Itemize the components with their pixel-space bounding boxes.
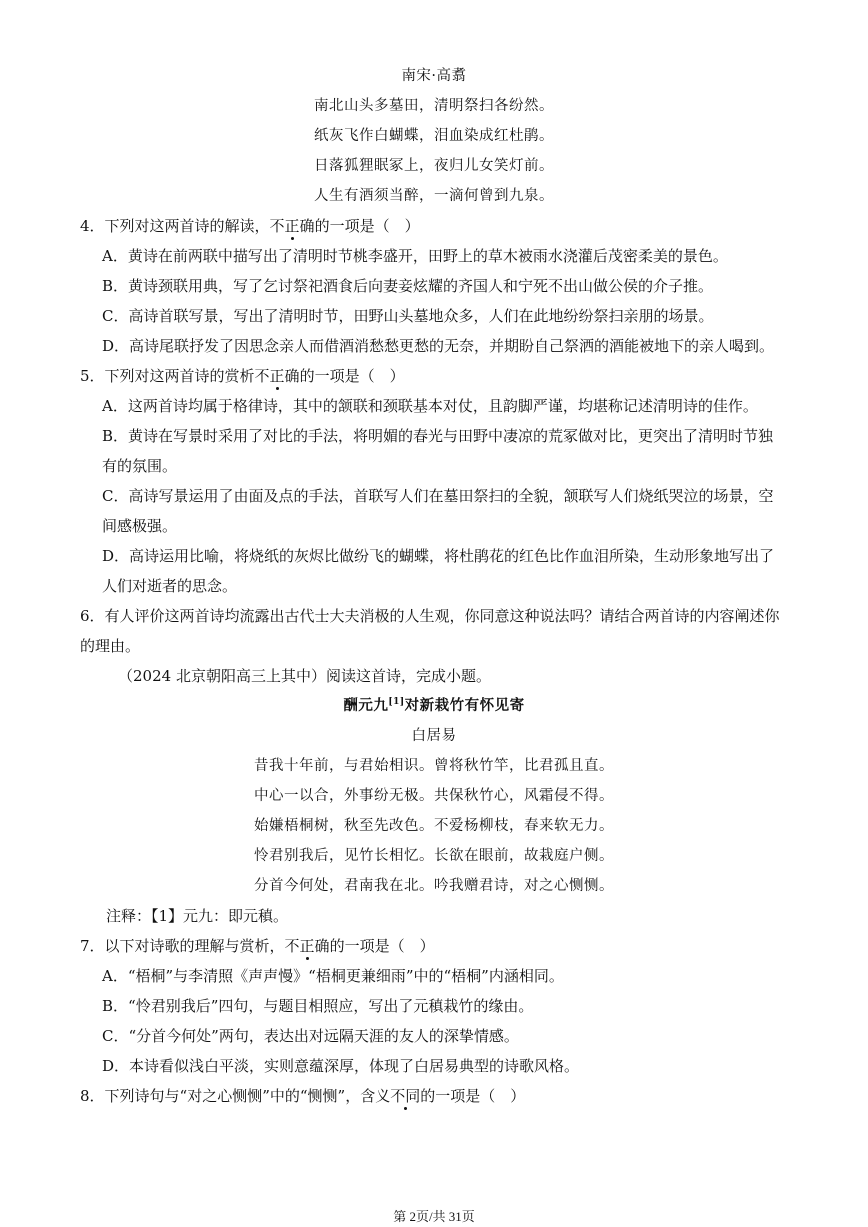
poem2-line: 中心一以合，外事纷无极。共保秋竹心，风霜侵不得。: [254, 788, 614, 804]
q5-option-b-cont: 有的氛围。: [102, 457, 178, 475]
question-6-line2: 的理由。: [80, 637, 141, 655]
q5-option-c-cont: 间感极强。: [102, 517, 178, 535]
q7-option-d: D．本诗看似浅白平淡，实则意蕴深厚，体现了白居易典型的诗歌风格。: [102, 1057, 580, 1075]
poem1-line: 纸灰飞作白蝴蝶，泪血染成红杜鹃。: [314, 128, 554, 144]
q5-option-b: B．黄诗在写景时采用了对比的手法，将明媚的春光与田野中凄凉的荒冢做对比，更突出了清明时节独: [102, 427, 774, 445]
poem1-line: 人生有酒须当醉，一滴何曾到九泉。: [314, 188, 554, 204]
poem2-line: 怜君别我后，见竹长相忆。长欲在眼前，故栽庭户侧。: [254, 848, 614, 864]
page-number: 第 2页/共 31页: [393, 1209, 475, 1224]
q7-option-c: C．“分首今何处”两句，表达出对远隔天涯的友人的深挚情感。: [102, 1027, 519, 1045]
question-5-stem: 5．下列对这两首诗的赏析不正确的一项是（ ）: [80, 367, 405, 385]
poem2-line: 始嫌梧桐树，秋至先改色。不爱杨柳枝，春来软无力。: [254, 818, 614, 834]
reading-intro: （2024 北京朝阳高三上其中）阅读这首诗，完成小题。: [118, 667, 491, 685]
emphasis-text: 不正确: [284, 937, 330, 955]
poem1-line: 日落狐狸眠冢上，夜归儿女笑灯前。: [314, 158, 554, 174]
question-8-stem: 8．下列诗句与“对之心恻恻”中的“恻恻”，含义不同的一项是（ ）: [80, 1087, 526, 1105]
poem2-author: 白居易: [411, 728, 457, 744]
q4-option-b: B．黄诗颈联用典，写了乞讨祭祀酒食后向妻妾炫耀的齐国人和宁死不出山做公侯的介子推。: [102, 277, 714, 295]
question-6-line1: 6．有人评价这两首诗均流露出古代士大夫消极的人生观，你同意这种说法吗？请结合两首诗的内容阐述你: [80, 607, 780, 625]
q4-option-a: A．黄诗在前两联中描写出了清明时节桃李盛开，田野上的草木被雨水浇灌后茂密柔美的景色。: [102, 247, 728, 265]
footnote: 注释：【1】元九：即元稹。: [106, 907, 289, 925]
q5-option-c: C．高诗写景运用了由面及点的手法，首联写人们在墓田祭扫的全貌，颔联写人们烧纸哭泣的场景，空: [102, 487, 774, 505]
footnote-marker: [1]: [388, 697, 405, 708]
question-7-stem: 7．以下对诗歌的理解与赏析，不正确的一项是（ ）: [80, 937, 435, 955]
poem2-line: 分首今何处，君南我在北。吟我赠君诗，对之心恻恻。: [254, 878, 614, 894]
q4-option-d: D．高诗尾联抒发了因思念亲人而借酒消愁愁更愁的无奈，并期盼自己祭洒的酒能被地下的亲人喝到。: [102, 337, 775, 355]
q5-option-a: A．这两首诗均属于格律诗，其中的颔联和颈联基本对仗，且韵脚严谨，均堪称记述清明诗的佳作。: [102, 397, 758, 415]
q7-option-b: B．“怜君别我后”四句，与题目相照应，写出了元稹栽竹的缘由。: [102, 997, 534, 1015]
emphasis-text: 不正确: [254, 367, 300, 385]
question-4-stem: 4．下列对这两首诗的解读，不正确的一项是（ ）: [80, 217, 420, 235]
emphasis-text: 不正确: [269, 217, 315, 235]
emphasis-text: 不同: [390, 1087, 421, 1105]
poem1-line: 南北山头多墓田，清明祭扫各纷然。: [314, 98, 554, 114]
poem2-title: 酬元九[1]对新栽竹有怀见寄: [343, 697, 525, 714]
poem1-author: 南宋·高翥: [401, 68, 467, 84]
q7-option-a: A．“梧桐”与李清照《声声慢》“梧桐更兼细雨”中的“梧桐”内涵相同。: [102, 967, 564, 985]
q5-option-d-cont: 人们对逝者的思念。: [102, 577, 238, 595]
poem2-line: 昔我十年前，与君始相识。曾将秋竹竿，比君孤且直。: [254, 758, 614, 774]
q4-option-c: C．高诗首联写景，写出了清明时节，田野山头墓地众多，人们在此地纷纷祭扫亲朋的场景。: [102, 307, 714, 325]
q5-option-d: D．高诗运用比喻，将烧纸的灰烬比做纷飞的蝴蝶，将杜鹃花的红色比作血泪所染，生动形象地写出了: [102, 547, 775, 565]
